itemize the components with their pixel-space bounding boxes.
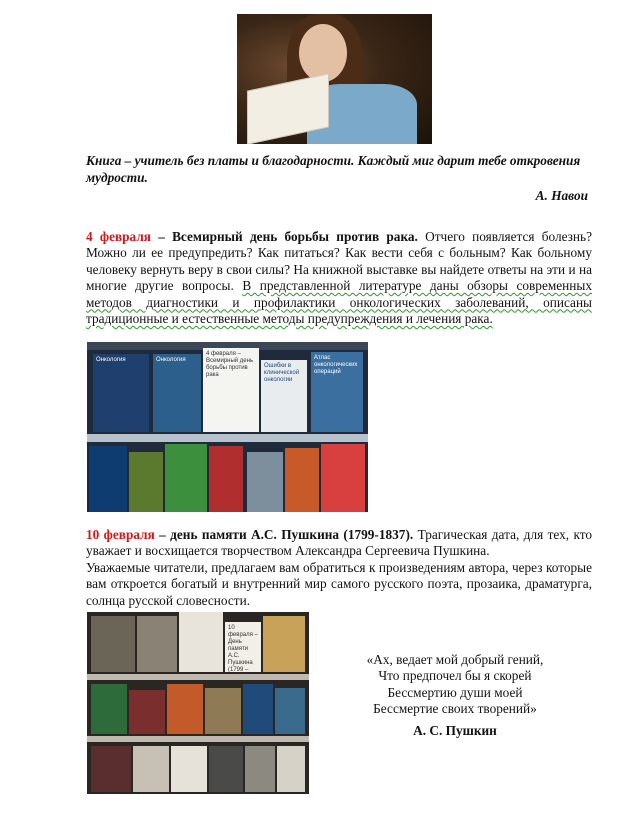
- book-cancer-day: 4 февраля – Всемирный день борьбы против рака: [206, 351, 254, 378]
- book-operations-atlas: Атлас онкологических операций: [314, 355, 358, 375]
- epigraph-quote: Книга – учитель без платы и благодарности. Каждый миг дарит тебе откровения мудрости.: [86, 153, 581, 185]
- pushkin-books-exhibition-photo: [87, 612, 309, 794]
- reading-woman-photo: [237, 14, 432, 144]
- poem-line: Бессмертие своих творений»: [373, 701, 537, 717]
- book-clinical-errors: Ошибки в клинической онкологии: [264, 363, 300, 383]
- poem-line: Бессмертию души моей: [387, 684, 523, 700]
- event-date: 4 февраля: [86, 229, 151, 244]
- pushkin-poem: [340, 652, 570, 718]
- event-description-underlined: В представленной литературе даны обзоры современных методов диагностики и профилактики онкологических заболеваний, описаны традиционные и естественные методы предупреждения и лечения рака.: [86, 278, 592, 327]
- event-title: Всемирный день борьбы против рака.: [172, 229, 418, 244]
- book-oncology-1: Онкология: [96, 357, 126, 363]
- event-date: 10 февраля: [86, 527, 155, 542]
- event-description: Трагическая дата, для тех, кто уважает и восхищается творчеством Александра Сергеевича Пушкина.: [86, 527, 593, 559]
- book-oncology-2: Онкология: [156, 357, 186, 363]
- book-pushkin-day: 10 февраля – День памяти А.С. Пушкина (1799 –: [228, 625, 258, 673]
- event-invitation: Уважаемые читатели, предлагаем вам обратиться к произведениям автора, через которые вам откроется богатый и внутренний мир самого русского поэта, прозаика, драматурга, солнца русской словесности.: [86, 559, 592, 608]
- oncology-books-exhibition-photo: [87, 342, 368, 512]
- epigraph-author: А. Навои: [535, 188, 588, 203]
- event-title: день памяти А.С. Пушкина (1799-1837).: [170, 527, 414, 542]
- event-pushkin-day-paragraph: 10 февраля – день памяти А.С. Пушкина (1799-1837). Трагическая дата, для тех, кто уважает и восхищается творчеством Александра Сергеевича Пушкина. Уважаемые читатели, предлагаем вам обратиться к произведениям автора, через которые вам откроется богатый и внутренний мир самого русского поэта, прозаика, драматурга, солнца русской словесности.: [86, 527, 593, 608]
- event-description: Отчего появляется болезнь? Можно ли ее предупредить? Как питаться? Как вести себя с больным? Как больному человеку вернуть веру в свои силы? На книжной выставке вы найдете ответы на эти и на многие другие вопросы.: [86, 229, 592, 294]
- poem-author: А. С. Пушкин: [413, 723, 497, 738]
- event-cancer-day-paragraph: 4 февраля – Всемирный день борьбы против рака. Отчего появляется болезнь? Можно ли ее предупредить? Как питаться? Как вести себя с больным? Как больному человеку вернуть веру в свои силы? На книжной выставке вы найдете ответы на эти и на многие другие вопросы. В представленной литературе даны обзоры современных методов диагностики и профилактики онкологических заболеваний, описаны традиционные и естественные методы предупреждения и лечения рака.: [86, 229, 592, 327]
- poem-line: «Ах, ведает мой добрый гений,: [366, 652, 544, 667]
- poem-line: Что предпочел бы я скорей: [378, 668, 532, 684]
